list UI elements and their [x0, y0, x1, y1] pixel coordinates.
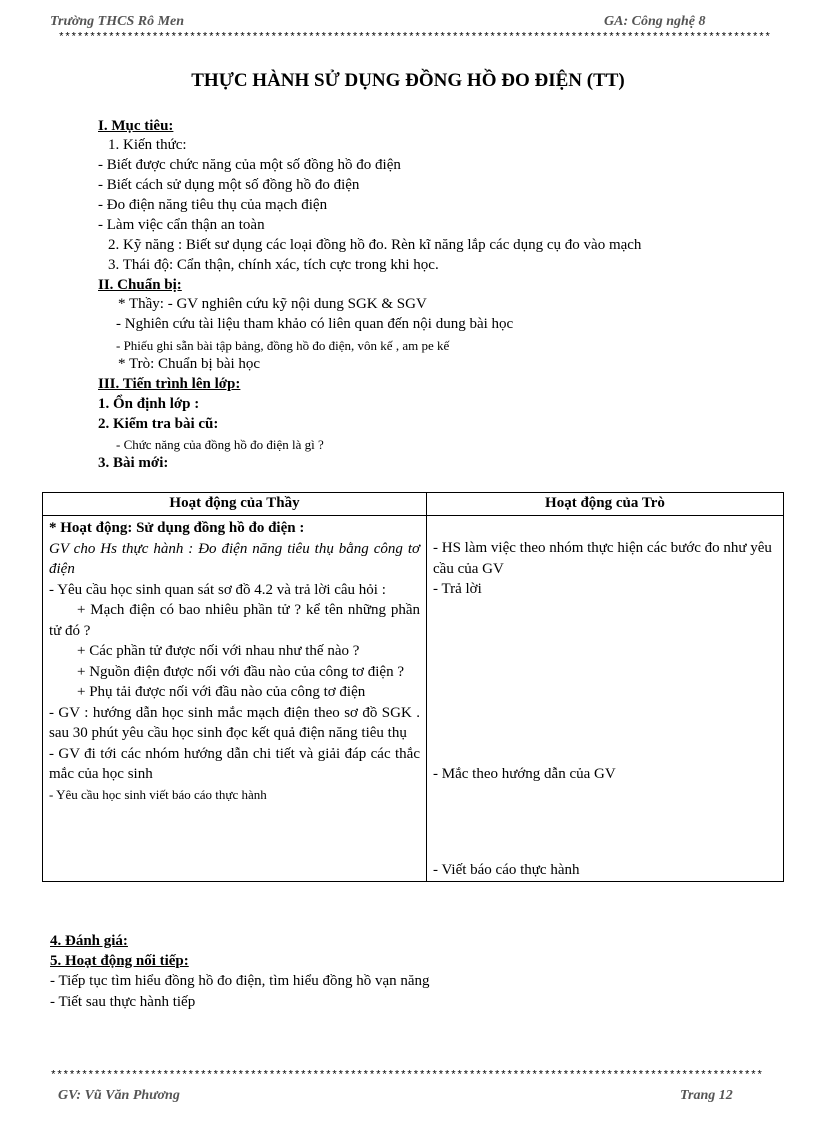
teacher-prep-item: - Phiếu ghi sẵn bài tập bảng, đồng hồ đo điện, vôn kế , am pe kế	[116, 338, 450, 353]
teacher-line: + Nguồn điện được nối với đầu nào của công tơ điện ?	[77, 663, 404, 680]
activity-table	[42, 492, 784, 882]
header-divider: ******************************************************************************************************************	[58, 32, 771, 44]
teacher-line: - GV đi tới các nhóm hướng dẫn chi tiết và giải đáp các thắc mắc của học sinh	[49, 745, 420, 782]
section5-heading: 5. Hoạt động nối tiếp:	[50, 953, 189, 969]
student-line: - HS làm việc theo nhóm thực hiện các bước đo như yêu cầu của GV	[433, 540, 772, 577]
teacher-line: - Yêu cầu học sinh viết báo cáo thực hành	[49, 786, 267, 802]
page-title: THỰC HÀNH SỬ DỤNG ĐỒNG HỒ ĐO ĐIỆN (TT)	[191, 70, 625, 91]
section1-heading: I. Mục tiêu:	[98, 118, 174, 134]
followup-item: - Tiết sau thực hành tiếp	[50, 994, 196, 1010]
knowledge-item: - Biết được chức năng của một số đồng hồ đo điện	[98, 157, 401, 173]
student-activity-cell	[427, 516, 784, 882]
knowledge-item: - Làm việc cẩn thận an toàn	[98, 217, 265, 233]
column-header-teacher: Hoạt động của Thầy	[43, 493, 427, 516]
teacher-line: - Yêu cầu học sinh quan sát sơ đồ 4.2 và trả lời câu hỏi :	[49, 581, 386, 598]
teacher-line: + Mạch điện có bao nhiêu phần tử ? kể tên những phần tử đó ?	[49, 602, 420, 639]
section3-heading: III. Tiến trình lên lớp:	[98, 376, 241, 392]
knowledge-item: - Đo điện năng tiêu thụ của mạch điện	[98, 197, 328, 213]
knowledge-label: 1. Kiến thức:	[108, 137, 187, 153]
student-prep: * Trò: Chuẩn bị bài học	[118, 356, 261, 372]
teacher-activity-cell	[43, 516, 427, 882]
student-line: - Viết báo cáo thực hành	[433, 862, 580, 878]
attitude-text: 3. Thái độ: Cẩn thận, chính xác, tích cực trong khi học.	[108, 257, 439, 273]
teacher-prep: * Thầy: - GV nghiên cứu kỹ nội dung SGK & SGV	[118, 296, 427, 312]
teacher-line	[49, 539, 420, 580]
header-subject: GA: Công nghệ 8	[604, 14, 706, 29]
student-line: - Trả lời	[433, 581, 482, 597]
step-new-lesson: 3. Bài mới:	[98, 455, 169, 471]
knowledge-item: - Biết cách sử dụng một số đồng hồ đo điện	[98, 177, 360, 193]
review-question: - Chức năng của đồng hồ đo điện là gì ?	[116, 437, 324, 452]
teacher-line: - GV : hướng dẫn học sinh mắc mạch điện theo sơ đồ SGK . sau 30 phút yêu cầu học sinh đọc kết quả điện năng tiêu thụ	[49, 704, 420, 741]
teacher-line: GV cho Hs thực hành : Đo điện năng tiêu thụ bằng công tơ điện	[49, 540, 420, 577]
column-header-student: Hoạt động của Trò	[427, 493, 784, 516]
student-line: - Mắc theo hướng dẫn của GV	[433, 765, 616, 782]
followup-item: - Tiếp tục tìm hiểu đồng hồ đo điện, tìm hiểu đồng hồ vạn năng	[50, 973, 430, 989]
teacher-line: + Phụ tải được nối với đầu nào của công tơ điện	[77, 684, 366, 700]
section4-heading: 4. Đánh giá:	[50, 933, 128, 949]
activity-title: * Hoạt động: Sử dụng đồng hồ đo điện :	[49, 520, 305, 536]
footer-divider: ******************************************************************************************************************	[50, 1070, 763, 1082]
step-stabilize: 1. Ổn định lớp :	[98, 396, 200, 412]
footer-teacher: GV: Vũ Văn Phương	[58, 1088, 180, 1103]
skill-text: 2. Kỹ năng : Biết sư dụng các loại đồng hồ đo. Rèn kĩ năng lắp các dụng cụ đo vào mạch	[108, 237, 642, 253]
step-review: 2. Kiểm tra bài cũ:	[98, 416, 219, 432]
header-school: Trường THCS Rô Men	[50, 14, 185, 29]
section2-heading: II. Chuẩn bị:	[98, 277, 182, 293]
page-number: Trang 12	[680, 1088, 733, 1103]
teacher-prep-item: - Nghiên cứu tài liệu tham khảo có liên quan đến nội dung bài học	[116, 316, 514, 332]
teacher-line: + Các phần tử được nối với nhau như thế nào ?	[77, 643, 360, 659]
